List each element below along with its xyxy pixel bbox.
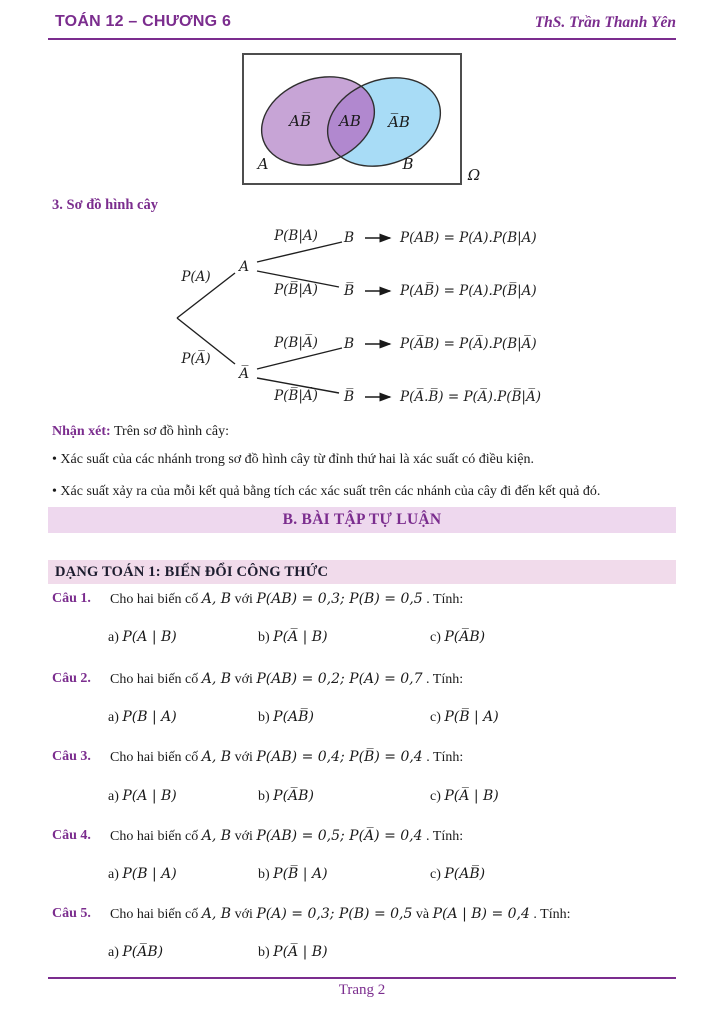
tree-leaf-node: B (343, 336, 355, 352)
part-math: P(B | A) (122, 709, 177, 725)
tree-leaf-node: B̅ (343, 389, 355, 405)
intro-math-segment: P(A | B) = 0,4 (432, 906, 530, 922)
remark-bullet-1: • Xác suất của các nhánh trong sơ đồ hình cây từ đỉnh thứ hai là xác suất có điều kiện. (52, 452, 534, 467)
venn-label-nota-b: A̅B (388, 113, 410, 131)
intro-math-segment: P(A) = 0,3; P(B) = 0,5 (256, 906, 413, 922)
intro-math-segment: A, B (201, 591, 232, 607)
intro-text-segment: Cho hai biến cố (110, 592, 202, 607)
intro-text-segment: với (231, 592, 257, 607)
tree-branch-label: P(B̅|A̅) (274, 388, 318, 404)
part-tag: c) (430, 867, 445, 882)
tree-branches (177, 242, 342, 393)
remark-bullet-2: • Xác suất xảy ra của mỗi kết quả bằng tích các xác suất trên các nhánh của cây đi đến kết quả đó. (52, 484, 601, 499)
intro-text-segment: . Tính: (529, 907, 571, 922)
intro-math-segment: P(AB) = 0,5; P(A̅) = 0,4 (256, 828, 423, 844)
intro-text-segment: Cho hai biến cố (110, 829, 202, 844)
intro-text-segment: . Tính: (422, 672, 464, 687)
intro-math-segment: A, B (201, 671, 232, 687)
question-5-intro (110, 906, 570, 923)
intro-text-segment: với (231, 829, 257, 844)
tree-label-p-abar: P(A̅) (181, 351, 211, 367)
question-5-part-b (258, 944, 328, 961)
intro-math-segment: A, B (201, 828, 232, 844)
question-1-intro (110, 591, 463, 608)
question-4-part-c (430, 866, 485, 883)
part-tag: b) (258, 867, 274, 882)
tree-node-abar: A̅ (238, 366, 250, 382)
page-title: TOÁN 12 – CHƯƠNG 6 (55, 13, 232, 30)
part-math: P(A | B) (122, 788, 177, 804)
footer-rule (48, 977, 676, 979)
part-tag: b) (258, 789, 274, 804)
question-4-part-a (108, 866, 177, 883)
intro-math-segment: P(AB) = 0,2; P(A) = 0,7 (256, 671, 423, 687)
part-math: P(AB̅) (273, 709, 314, 725)
part-tag: a) (108, 710, 123, 725)
tree-branch-label: P(B|A) (274, 228, 318, 244)
section-b-banner: B. BÀI TẬP TỰ LUẬN (48, 507, 676, 533)
tree-leaf-node: B̅ (343, 283, 355, 299)
tree-branch-label: P(B|A̅) (274, 335, 318, 351)
part-tag: a) (108, 630, 123, 645)
part-math: P(A | B) (122, 629, 177, 645)
section-3-title: 3. Sơ đồ hình cây (52, 197, 158, 213)
part-math: P(AB̅) (444, 866, 486, 882)
remark-label: Nhận xét: (52, 424, 111, 439)
intro-math-segment: P(AB) = 0,3; P(B) = 0,5 (256, 591, 423, 607)
question-2-part-c (430, 709, 499, 726)
part-tag: b) (258, 630, 274, 645)
intro-text-segment: . Tính: (422, 750, 464, 765)
tree-formula: P(AB) = P(A).P(B|A) (400, 230, 537, 246)
venn-label-a-notb: AB̅ (289, 112, 311, 130)
question-1-label: Câu 1. (52, 591, 91, 606)
question-4-intro (110, 828, 463, 845)
question-1-part-c (430, 629, 485, 646)
intro-math-segment: A, B (201, 749, 232, 765)
part-math: P(A̅B) (273, 788, 314, 804)
intro-text-segment: với (231, 672, 257, 687)
part-math: P(B | A) (122, 866, 177, 882)
venn-set-a-label: A (257, 155, 269, 173)
tree-diagram (160, 222, 590, 414)
question-5-part-a (108, 944, 163, 961)
tree-lines (160, 222, 590, 414)
tree-label-p-a: P(A) (181, 269, 211, 285)
part-tag: b) (258, 710, 274, 725)
question-3-part-a (108, 788, 177, 805)
part-tag: a) (108, 867, 123, 882)
part-math: P(A̅B) (122, 944, 164, 960)
question-4-label: Câu 4. (52, 828, 91, 843)
venn-diagram (242, 53, 488, 189)
tree-leaf-node: B (343, 230, 355, 246)
venn-set-b-label: B (402, 155, 414, 173)
header-author: ThS. Trần Thanh Yên (534, 14, 676, 31)
intro-text-segment: . Tính: (422, 829, 464, 844)
question-4-part-b (258, 866, 328, 883)
dang-toan-1-banner: DẠNG TOÁN 1: BIẾN ĐỔI CÔNG THỨC (48, 560, 676, 584)
question-3-label: Câu 3. (52, 749, 91, 764)
question-2-part-b (258, 709, 314, 726)
intro-text-segment: và (412, 907, 433, 922)
question-1-part-b (258, 629, 328, 646)
intro-text-segment: Cho hai biến cố (110, 750, 202, 765)
intro-text-segment: với (231, 907, 257, 922)
question-2-intro (110, 671, 463, 688)
remark-text: Trên sơ đồ hình cây: (110, 424, 229, 439)
part-math: P(A̅B) (444, 629, 486, 645)
question-2-label: Câu 2. (52, 671, 91, 686)
tree-node-a: A (238, 259, 250, 275)
intro-math-segment: A, B (201, 906, 232, 922)
part-math: P(A̅ | B) (444, 788, 499, 804)
venn-omega-label: Ω (467, 166, 481, 184)
header-rule (48, 38, 676, 40)
intro-math-segment: P(AB) = 0,4; P(B̅) = 0,4 (256, 749, 423, 765)
intro-text-segment: với (231, 750, 257, 765)
question-5-label: Câu 5. (52, 906, 91, 921)
intro-text-segment: . Tính: (422, 592, 464, 607)
tree-formula: P(AB̅) = P(A).P(B̅|A) (400, 283, 537, 299)
question-3-part-b (258, 788, 314, 805)
question-3-intro (110, 749, 463, 766)
part-tag: c) (430, 630, 445, 645)
remark-line (52, 424, 229, 440)
tree-branch-label: P(B̅|A) (274, 282, 318, 298)
part-tag: c) (430, 710, 445, 725)
venn-label-ab: AB (339, 112, 361, 130)
part-math: P(A̅ | B) (273, 629, 328, 645)
part-math: P(B̅ | A) (273, 866, 328, 882)
part-math: P(A̅ | B) (273, 944, 328, 960)
intro-text-segment: Cho hai biến cố (110, 672, 202, 687)
part-tag: c) (430, 789, 445, 804)
tree-formula: P(A̅.B̅) = P(A̅).P(B̅|A̅) (400, 389, 541, 405)
part-tag: a) (108, 945, 123, 960)
question-2-part-a (108, 709, 177, 726)
tree-formula: P(A̅B) = P(A̅).P(B|A̅) (400, 336, 537, 352)
question-3-part-c (430, 788, 499, 805)
part-tag: a) (108, 789, 123, 804)
tree-arrows (365, 238, 390, 397)
question-1-part-a (108, 629, 177, 646)
intro-text-segment: Cho hai biến cố (110, 907, 202, 922)
part-math: P(B̅ | A) (444, 709, 499, 725)
page-number: Trang 2 (338, 982, 386, 998)
part-tag: b) (258, 945, 274, 960)
